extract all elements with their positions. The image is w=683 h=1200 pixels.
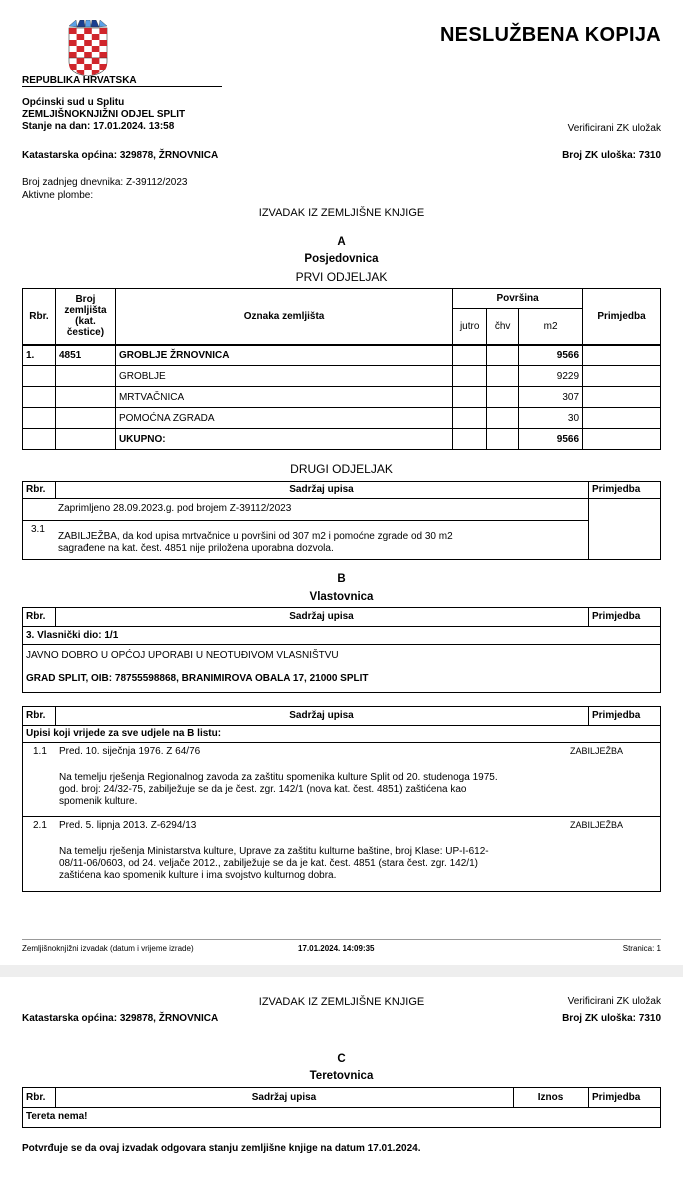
land-table xyxy=(22,288,661,450)
confirmation-text: Potvrđuje se da ovaj izvadak odgovara stanju zemljišne knjige na datum 17.01.2024. xyxy=(22,1143,421,1154)
entry-rbr: 3.1 xyxy=(31,524,45,535)
footer-page: Stranica: 1 xyxy=(622,944,661,953)
col-primjedba: Primjedba xyxy=(592,1092,641,1103)
col-sadrzaj: Sadržaj upisa xyxy=(289,710,354,721)
ownership-share: 3. Vlasnički dio: 1/1 xyxy=(26,630,119,641)
verified-label: Verificirani ZK uložak xyxy=(567,123,661,134)
page-separator xyxy=(0,965,683,977)
chv-cell xyxy=(487,429,519,450)
document-title: IZVADAK IZ ZEMLJIŠNE KNJIGE xyxy=(258,207,425,219)
received-text: Zaprimljeno 28.09.2023.g. pod brojem Z-39112/2023 xyxy=(58,503,292,514)
rbr-cell xyxy=(23,387,56,408)
col-primjedba: Primjedba xyxy=(592,710,641,721)
entry-text-line: 08/11-06/0603, od 24. veljače 2012., zabilježuje se da je kat. čest. 4851 (stara čest. zgr. 142/1) xyxy=(59,858,478,869)
jutro-cell xyxy=(453,345,487,366)
land-designation-cell: MRTVAČNICA xyxy=(115,387,452,408)
land-designation-cell: POMOĆNA ZGRADA xyxy=(115,408,452,429)
col-chv: čhv xyxy=(487,309,519,345)
owner-text: GRAD SPLIT, OIB: 78755598868, BRANIMIROVA OBALA 17, 21000 SPLIT xyxy=(26,673,369,684)
remark-cell xyxy=(583,429,661,450)
rbr-cell xyxy=(23,408,56,429)
last-diary-number: Broj zadnjeg dnevnika: Z-39112/2023 xyxy=(22,177,188,188)
parcel-number-cell xyxy=(55,366,115,387)
remark-cell xyxy=(583,345,661,366)
section-c-name: Teretovnica xyxy=(309,1070,374,1082)
footer-label: Zemljišnoknjižni izvadak (datum i vrijeme izrade) xyxy=(22,944,194,953)
area-m2-cell: 9566 xyxy=(519,345,583,366)
jutro-cell xyxy=(453,366,487,387)
col-sadrzaj: Sadržaj upisa xyxy=(289,484,354,495)
chv-cell xyxy=(487,387,519,408)
section-b-name: Vlastovnica xyxy=(309,591,374,603)
col-povrsina: Površina xyxy=(453,289,583,309)
table-row xyxy=(23,345,661,366)
department-name: ZEMLJIŠNOKNJIŽNI ODJEL SPLIT xyxy=(22,109,186,120)
col-primjedba: Primjedba xyxy=(592,611,641,622)
col-m2: m2 xyxy=(519,309,583,345)
entry-rbr: 1.1 xyxy=(33,746,47,757)
table-row xyxy=(23,499,660,559)
remark-cell xyxy=(583,387,661,408)
croatian-coat-of-arms-icon xyxy=(68,20,108,76)
entry-text-line: spomenik kulture. xyxy=(59,796,138,807)
parcel-number-cell xyxy=(55,387,115,408)
table-row xyxy=(23,429,661,450)
zk-number: Broj ZK uloška: 7310 xyxy=(562,1013,661,1024)
table-row xyxy=(23,743,660,817)
table-row xyxy=(23,387,661,408)
parcel-number-cell xyxy=(55,429,115,450)
encumbrance-table xyxy=(22,1087,661,1128)
section-b-letter: B xyxy=(337,573,346,585)
land-designation-cell: GROBLJE ŽRNOVNICA xyxy=(115,345,452,366)
cadastral-municipality: Katastarska općina: 329878, ŽRNOVNICA xyxy=(22,1013,219,1024)
col-rbr: Rbr. xyxy=(26,710,46,721)
chv-cell xyxy=(487,408,519,429)
page-2 xyxy=(0,977,683,1200)
col-rbr: Rbr. xyxy=(26,484,46,495)
col-jutro: jutro xyxy=(453,309,487,345)
table-row xyxy=(23,627,660,645)
section-a-name: Posjedovnica xyxy=(304,253,379,265)
area-m2-cell: 307 xyxy=(519,387,583,408)
unofficial-copy-watermark: NESLUŽBENA KOPIJA xyxy=(439,24,661,46)
entry-pred: Pred. 5. lipnja 2013. Z-6294/13 xyxy=(59,820,197,831)
col-rbr: Rbr. xyxy=(26,1092,46,1103)
second-section-title: DRUGI ODJELJAK xyxy=(290,462,393,476)
section-c-letter: C xyxy=(337,1053,346,1065)
area-m2-cell: 30 xyxy=(519,408,583,429)
col-sadrzaj: Sadržaj upisa xyxy=(251,1092,317,1103)
entry-text-line: Na temelju rješenja Regionalnog zavoda za zaštitu spomenika kulture Split od 20. studenoga 1975. xyxy=(59,772,498,783)
entry-text-line: ZABILJEŽBA, da kod upisa mrtvačnice u površini od 307 m2 i pomoćne zgrade od 30 m2 xyxy=(58,531,453,542)
table-header-row xyxy=(23,482,660,499)
col-broj: Broj zemljišta (kat. čestice) xyxy=(55,289,115,345)
entry-pred: Pred. 10. siječnja 1976. Z 64/76 xyxy=(59,746,201,757)
entry-text-line: sagrađene na kat. čest. 4851 nije priložena uporabna dozvola. xyxy=(58,543,334,554)
zk-number: Broj ZK uloška: 7310 xyxy=(562,150,661,161)
verified-label: Verificirani ZK uložak xyxy=(567,996,661,1007)
rbr-cell xyxy=(23,429,56,450)
area-m2-cell: 9229 xyxy=(519,366,583,387)
parcel-number-cell: 4851 xyxy=(55,345,115,366)
col-primjedba: Primjedba xyxy=(592,484,641,495)
col-sadrzaj: Sadržaj upisa xyxy=(289,611,354,622)
col-oznaka: Oznaka zemljišta xyxy=(115,289,452,345)
active-seals: Aktivne plombe: xyxy=(22,190,94,201)
remark-cell xyxy=(583,366,661,387)
document-title: IZVADAK IZ ZEMLJIŠNE KNJIGE xyxy=(258,996,425,1008)
rbr-cell xyxy=(23,366,56,387)
entry-text-line: Na temelju rješenja Ministarstva kulture, Uprave za zaštitu kulturne baštine, broj Klase: UP-I-612- xyxy=(59,846,489,857)
section-a-letter: A xyxy=(337,236,346,248)
court-name: Općinski sud u Splitu xyxy=(22,97,125,108)
first-section-title: PRVI ODJELJAK xyxy=(295,270,388,284)
entry-rbr: 2.1 xyxy=(33,820,47,831)
area-m2-cell: 9566 xyxy=(519,429,583,450)
footer-datetime: 17.01.2024. 14:09:35 xyxy=(298,944,375,953)
table-row xyxy=(23,645,660,692)
jutro-cell xyxy=(453,387,487,408)
all-shares-label: Upisi koji vrijede za sve udjele na B listu: xyxy=(26,728,222,739)
parcel-number-cell xyxy=(55,408,115,429)
entry-text-line: god. broj: 24/32-75, zabilježuje se da je čest. zgr. 142/1 (nova kat. čest. 4851) zaštićena kao xyxy=(59,784,467,795)
ownership-table xyxy=(22,607,661,693)
republic-label: REPUBLIKA HRVATSKA xyxy=(22,75,222,87)
entry-note: ZABILJEŽBA xyxy=(570,746,624,756)
land-designation-cell: UKUPNO: xyxy=(115,429,452,450)
state-date: Stanje na dan: 17.01.2024. 13:58 xyxy=(22,121,175,132)
remark-cell xyxy=(583,408,661,429)
chv-cell xyxy=(487,345,519,366)
col-primjedba: Primjedba xyxy=(583,289,661,345)
b-entries-table xyxy=(22,706,661,892)
cadastral-municipality: Katastarska općina: 329878, ŽRNOVNICA xyxy=(22,150,219,161)
table-row xyxy=(23,817,660,891)
table-header-row xyxy=(23,608,660,627)
entry-text-line: zaštićena kao spomenik kulture i ima svojstvo kulturnog dobra. xyxy=(59,870,337,881)
land-designation-cell: GROBLJE xyxy=(115,366,452,387)
table-row xyxy=(23,1108,660,1127)
table-row xyxy=(23,726,660,743)
public-good-text: JAVNO DOBRO U OPĆOJ UPORABI U NEOTUĐIVOM VLASNIŠTVU xyxy=(26,650,339,661)
table-row xyxy=(23,408,661,429)
no-encumbrance: Tereta nema! xyxy=(26,1111,88,1122)
table-header-row xyxy=(23,707,660,726)
table-header-row xyxy=(23,1088,660,1108)
col-rbr: Rbr. xyxy=(26,611,46,622)
rbr-cell: 1. xyxy=(23,345,56,366)
col-iznos: Iznos xyxy=(537,1092,564,1103)
entry-note: ZABILJEŽBA xyxy=(570,820,624,830)
col-rbr: Rbr. xyxy=(23,289,56,345)
table-row xyxy=(23,366,661,387)
chv-cell xyxy=(487,366,519,387)
jutro-cell xyxy=(453,429,487,450)
jutro-cell xyxy=(453,408,487,429)
second-section-table xyxy=(22,481,661,560)
